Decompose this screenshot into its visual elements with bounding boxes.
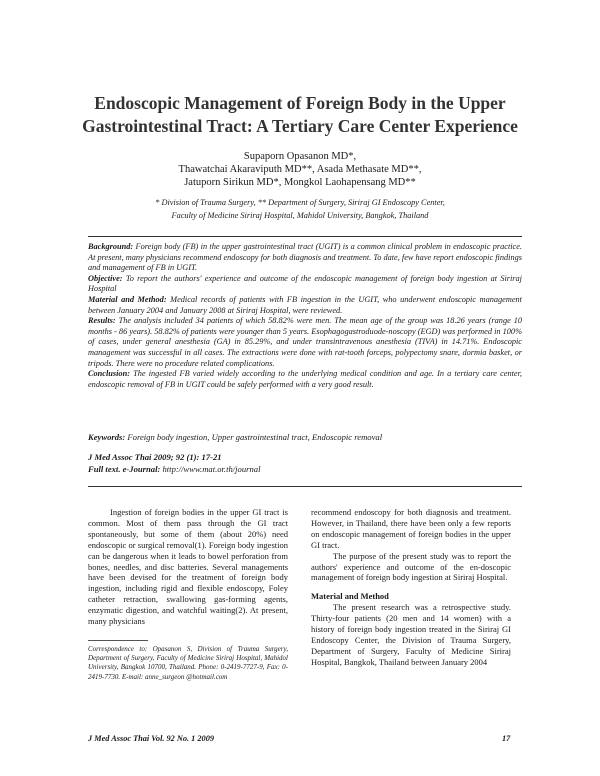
title-line-2: Gastrointestinal Tract: A Tertiary Care Center Experience [82,116,518,136]
objective-label: Objective: [88,273,123,283]
journal-citation: J Med Assoc Thai 2009; 92 (1): 17-21 [88,452,222,462]
conclusion-text: The ingested FB varied widely according to the underlying medical condition and age. In a tertiary care center, endoscopic removal of FB in UGIT could be safely performed with a very good result. [88,369,522,389]
background-text: Foreign body (FB) in the upper gastrointestinal tract (UGIT) is a common clinical problem in endoscopic practice. At present, many physicians recommend endoscopy for both diagnosis and treatment. To date, few have report endoscopic findings and management of FB in UGIT. [88,242,522,273]
abstract-background [88,242,522,274]
affiliation-line-1: * Division of Trauma Surgery, ** Department of Surgery, Siriraj GI Endoscopy Center, [155,198,445,207]
methods-paragraph: The present research was a retrospective study. Thirty-four patients (20 men and 14 women) with a history of foreign body ingestion treated in the Siriraj GI Endoscopy Center, the Division of Trauma Surgery, Department of Surgery, Faculty of Medicine Siriraj Hospital, Bangkok, Thailand between January 2004 [311,602,511,667]
intro-paragraph-1: Ingestion of foreign bodies in the upper GI tract is common. Most of them pass through the GI tract spontaneously, but some of them (about 20%) need endoscopic or surgical removal(1). Foreign body ingestion can be dangerous when it leads to bowel perforation from bones, needles, and disc batteries. Several managements have been devised for the treatment of foreign body ingestion, including rigid and flexible endoscopy, Foley catheter retraction, swallowing gas-forming agents, enzymatic digestion, and watchful waiting(2). At present, many physicians [88,507,288,627]
results-text: The analysis included 34 patients of which 58.82% were men. The mean age of the group was 18.26 years (range 10 months - 86 years). 58.82% of patients were younger than 5 years. Esophagogastroduode-noscopy (EGD) was performed in 100% of cases, under general anesthesia (GA) in 85.29%, and under transintravenous anesthesia (TIVA) in 14.71%. Endoscopic management was successful in all cases. The extractions were done with rat-tooth forceps, polypectomy snare, dormia basket, or tripods. There were no procedure related complications. [88,316,522,368]
background-label: Background: [88,242,134,251]
affiliation-line-2: Faculty of Medicine Siriraj Hospital, Mahidol University, Bangkok, Thailand [171,211,429,220]
body-column-right [311,507,511,668]
abstract-conclusion [88,369,522,390]
material-label: Material and Method: [88,294,167,304]
keywords [88,432,522,442]
correspondence-note: Correspondence to: Opasanon S, Division of Trauma Surgery, Department of Surgery, Faculty of Medicine Siriraj Hospital, Mahidol University, Bangkok 10700, Thailand. Phone: 0-2419-7727-9, Fax: 0-2419-7730. E-mail: anne_surgeon @hotmail.com [88,645,288,681]
section-heading: Material and Method [311,591,389,602]
author-list [40,150,560,189]
keywords-text: Foreign body ingestion, Upper gastrointestinal tract, Endoscopic removal [125,432,383,442]
fulltext-label: Full text. e-Journal: [88,463,161,474]
footer-journal: J Med Assoc Thai Vol. 92 No. 1 2009 [88,734,214,743]
author-line-3: Jatuporn Sirikun MD*, Mongkol Laohapensang MD** [184,177,416,188]
page-number: 17 [502,734,511,743]
fulltext-url[interactable]: http://www.mat.or.th/journal [160,463,261,474]
keywords-label: Keywords: [88,432,126,442]
conclusion-label: Conclusion: [88,369,130,379]
article-title [40,92,560,138]
material-text: Medical records of patients with FB ingestion in the UGIT, who underwent endoscopic management between January 2004 and January 2008 at Siriraj Hospital, were reviewed. [88,294,522,315]
abstract-material [88,295,522,316]
author-line-2: Thawatchai Akaraviputh MD**, Asada Methasate MD**, [178,164,422,175]
footnote-rule [88,640,148,641]
author-line-1: Supaporn Opasanon MD*, [243,151,357,162]
citation [88,452,522,475]
body-column-left [88,507,288,627]
title-line-1: Endoscopic Management of Foreign Body in the Upper [94,93,506,113]
purpose-paragraph: The purpose of the present study was to report the authors' experience and outcome of the en-doscopic management of foreign body ingestion at Siriraj Hospital. [311,550,511,583]
body-top-rule [88,486,522,487]
abstract-objective [88,274,522,295]
abstract-results [88,316,522,369]
abstract-top-rule [88,236,522,237]
affiliation [40,196,560,222]
objective-text: To report the authors' experience and outcome of the endoscopic management of foreign body ingestion at Siriraj Hospital [88,273,522,294]
results-label: Results: [88,316,116,326]
abstract [88,242,522,390]
intro-paragraph-2: recommend endoscopy for both diagnosis and treatment. However, in Thailand, there have been only a few reports on endoscopic management of foreign bodies in the upper GI tract. [311,507,511,550]
